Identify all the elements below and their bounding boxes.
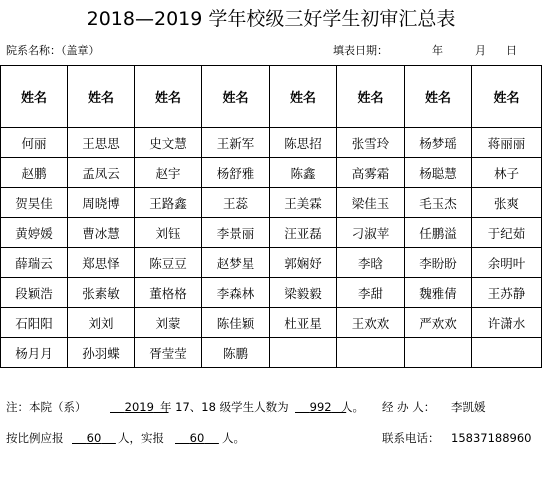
note-suffix: 人。 [341,400,364,414]
table-row [1,218,542,248]
name-cell: 孙羽蝶 [68,338,135,368]
name-cell: 陈鑫 [270,158,337,188]
handler-name: 李凯媛 [451,400,486,414]
name-cell [472,338,542,368]
name-cell: 张爽 [472,188,542,218]
column-header: 姓名 [472,66,542,128]
name-cell: 贺昊佳 [1,188,68,218]
name-cell: 李甜 [337,278,405,308]
date-year-label: 年 [432,44,443,57]
name-cell: 赵宇 [135,158,202,188]
name-cell: 刁淑苹 [337,218,405,248]
name-cell: 李森林 [202,278,270,308]
name-cell: 王美霖 [270,188,337,218]
name-cell: 段颖浩 [1,278,68,308]
name-cell: 严欢欢 [405,308,472,338]
name-cell: 董格格 [135,278,202,308]
table-body [1,128,542,368]
name-cell [270,338,337,368]
name-cell [337,338,405,368]
table-row [1,158,542,188]
column-header: 姓名 [135,66,202,128]
name-cell: 杨月月 [1,338,68,368]
name-cell: 王欢欢 [337,308,405,338]
name-cell: 汪亚磊 [270,218,337,248]
name-cell: 孟凤云 [68,158,135,188]
name-cell: 王路鑫 [135,188,202,218]
date-day-label: 日 [506,44,517,57]
quota-mid: 人，实报 [118,431,164,445]
name-cell: 王苏静 [472,278,542,308]
meta-row [0,43,542,59]
name-cell: 王新军 [202,128,270,158]
name-cell: 任鹏溢 [405,218,472,248]
name-cell: 赵鹏 [1,158,68,188]
page-title: 2018—2019 学年校级三好学生初审汇总表 [86,8,456,30]
column-header: 姓名 [68,66,135,128]
name-cell: 史文慧 [135,128,202,158]
note-prefix: 注：本院（系） [6,400,87,414]
column-header: 姓名 [202,66,270,128]
handler-label: 经 办 人： [382,400,436,414]
name-cell: 杨聪慧 [405,158,472,188]
quota-prefix: 按比例应报 [6,431,64,445]
name-cell: 余明叶 [472,248,542,278]
quota-actual-value: 60 [189,431,205,445]
name-cell [405,338,472,368]
name-cell: 李景丽 [202,218,270,248]
name-cell: 陈思招 [270,128,337,158]
table-header-row [1,66,542,128]
name-cell: 赵梦星 [202,248,270,278]
name-cell: 杨梦瑶 [405,128,472,158]
fill-date-label: 填表日期： [333,44,388,57]
name-cell: 陈佳颖 [202,308,270,338]
name-cell: 于纪茹 [472,218,542,248]
name-cell: 毛玉杰 [405,188,472,218]
name-cell: 魏雅倩 [405,278,472,308]
quota-suffix: 人。 [222,431,245,445]
note-row [0,398,542,416]
name-cell: 梁佳玉 [337,188,405,218]
note-count-value: 992 [309,400,332,414]
name-cell: 郭娴妤 [270,248,337,278]
name-cell: 刘蒙 [135,308,202,338]
college-label: 院系名称：（盖章） [6,44,100,57]
name-cell: 陈鹏 [202,338,270,368]
table-row [1,128,542,158]
name-cell: 李盼盼 [405,248,472,278]
table-row [1,278,542,308]
quota-row [0,429,542,447]
name-cell: 林子 [472,158,542,188]
name-cell: 薛瑞云 [1,248,68,278]
name-cell: 许潇水 [472,308,542,338]
name-cell: 高雾霜 [337,158,405,188]
table-row [1,188,542,218]
name-cell: 周晓博 [68,188,135,218]
table-row [1,308,542,338]
note-year-value: 2019 [124,400,154,414]
date-month-label: 月 [475,44,486,57]
phone-label: 联系电话： [382,431,440,445]
name-cell: 石阳阳 [1,308,68,338]
students-table [0,65,542,368]
name-cell: 杨舒雅 [202,158,270,188]
name-cell: 王蕊 [202,188,270,218]
name-cell: 刘刘 [68,308,135,338]
name-cell: 陈豆豆 [135,248,202,278]
name-cell: 曹冰慧 [68,218,135,248]
table-row [1,248,542,278]
name-cell: 黄婷媛 [1,218,68,248]
name-cell: 杜亚星 [270,308,337,338]
column-header: 姓名 [1,66,68,128]
column-header: 姓名 [405,66,472,128]
column-header: 姓名 [337,66,405,128]
name-cell: 胥莹莹 [135,338,202,368]
phone-number: 15837188960 [451,431,532,445]
name-cell: 张素敏 [68,278,135,308]
column-header: 姓名 [270,66,337,128]
name-cell: 李晗 [337,248,405,278]
note-middle: 年 17、18 级学生人数为 [160,400,289,414]
name-cell: 梁毅毅 [270,278,337,308]
quota-should-value: 60 [86,431,102,445]
name-cell: 蒋丽丽 [472,128,542,158]
name-cell: 张雪玲 [337,128,405,158]
name-cell: 刘钰 [135,218,202,248]
table-row [1,338,542,368]
name-cell: 何丽 [1,128,68,158]
name-cell: 王思思 [68,128,135,158]
name-cell: 郑思怿 [68,248,135,278]
